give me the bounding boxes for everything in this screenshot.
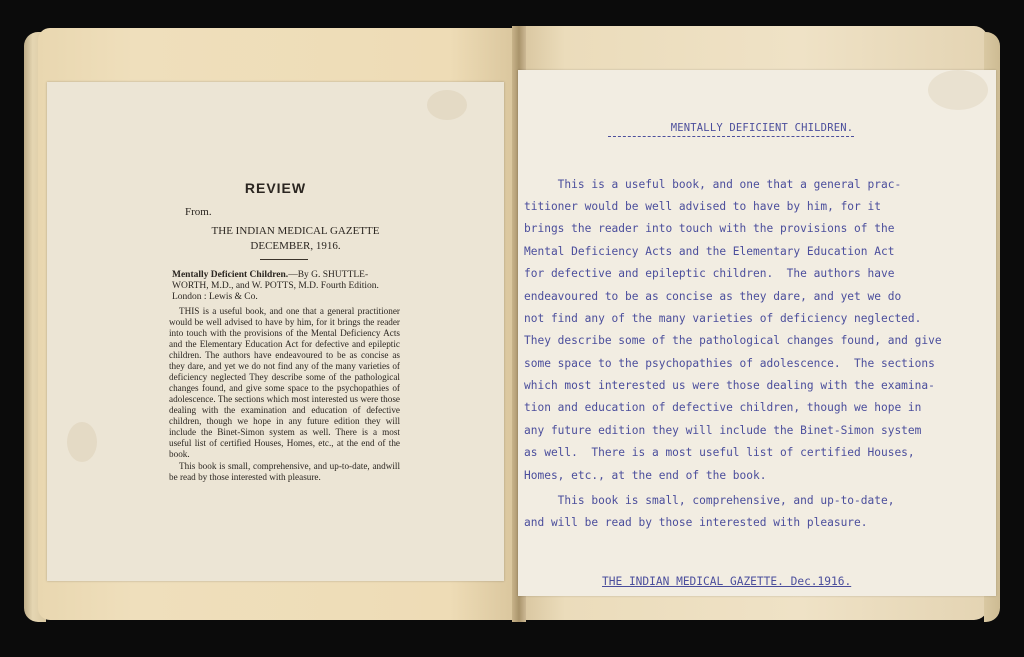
review-paragraph: THIS is a useful book, and one that a general practitioner would be well advised to have by him, for it brings the reader into touch with the provisions of the Mental Deficiency Acts and the Elementary Education Act for defective and epileptic children. The authors have endeavoured to be as concise as they dare, and yet we do not find any of the many varieties of deficiency neglected They describe some of the pathological changes found, and give some space to the psychopathies of adolescence. The sections which most interested us were those dealing with the examination and education of defective children, though we hope in any future edition they will include the Binet-Simon system as well. There is a most useful list of certified Houses, Homes, etc., at the end of the book. bbox=[169, 306, 400, 459]
typed-line: which most interested us were those dealing with the examina- bbox=[524, 379, 935, 392]
citation-title: Mentally Deficient Children. bbox=[172, 270, 289, 280]
typed-line: some space to the psychopathies of adolescence. The sections bbox=[524, 357, 935, 370]
typed-line: as well. There is a most useful list of certified Houses, bbox=[524, 446, 915, 459]
typed-line: not find any of the many varieties of deficiency neglected. bbox=[524, 312, 922, 325]
publication-date: DECEMBER, 1916. bbox=[250, 240, 341, 252]
stain bbox=[427, 90, 467, 120]
typed-line: for defective and epileptic children. The authors have bbox=[524, 267, 895, 280]
typed-line: This is a useful book, and one that a general prac- bbox=[524, 178, 902, 191]
from-label: From. bbox=[185, 206, 212, 218]
typed-title: MENTALLY DEFICIENT CHILDREN. bbox=[670, 122, 854, 134]
divider-rule bbox=[260, 259, 308, 260]
typed-line: tion and education of defective children, though we hope in bbox=[524, 401, 922, 414]
typed-line: endeavoured to be as concise as they dare, and yet we do bbox=[524, 290, 902, 303]
typed-line: Homes, etc., at the end of the book. bbox=[524, 469, 767, 482]
typed-transcription bbox=[518, 70, 996, 596]
typed-line: and will be read by those interested with pleasure. bbox=[524, 516, 868, 529]
title-underline bbox=[608, 136, 854, 137]
citation-details: —By G. SHUTTLE-WORTH, M.D., and W. POTTS, M.D. Fourth Edition. London : Lewis & Co. bbox=[172, 270, 379, 302]
review-paragraph: This book is small, comprehensive, and up-to-date, andwill be read by those interested with pleasure. bbox=[169, 461, 400, 482]
typed-line: any future edition they will include the Binet-Simon system bbox=[524, 424, 922, 437]
typed-line: brings the reader into touch with the provisions of the bbox=[524, 222, 895, 235]
review-clipping bbox=[47, 82, 504, 581]
typed-line: They describe some of the pathological changes found, and give bbox=[524, 334, 942, 347]
typed-line: titioner would be well advised to have by him, for it bbox=[524, 200, 881, 213]
typed-signature: THE INDIAN MEDICAL GAZETTE. Dec.1916. bbox=[602, 575, 852, 588]
stain bbox=[67, 422, 97, 462]
review-body bbox=[169, 306, 400, 483]
book-citation bbox=[172, 270, 402, 303]
review-heading: REVIEW bbox=[244, 180, 307, 196]
stain bbox=[928, 70, 988, 110]
typed-line: This book is small, comprehensive, and up-to-date, bbox=[524, 494, 895, 507]
publication-name: THE INDIAN MEDICAL GAZETTE bbox=[211, 225, 380, 237]
typed-line: Mental Deficiency Acts and the Elementary Education Act bbox=[524, 245, 895, 258]
